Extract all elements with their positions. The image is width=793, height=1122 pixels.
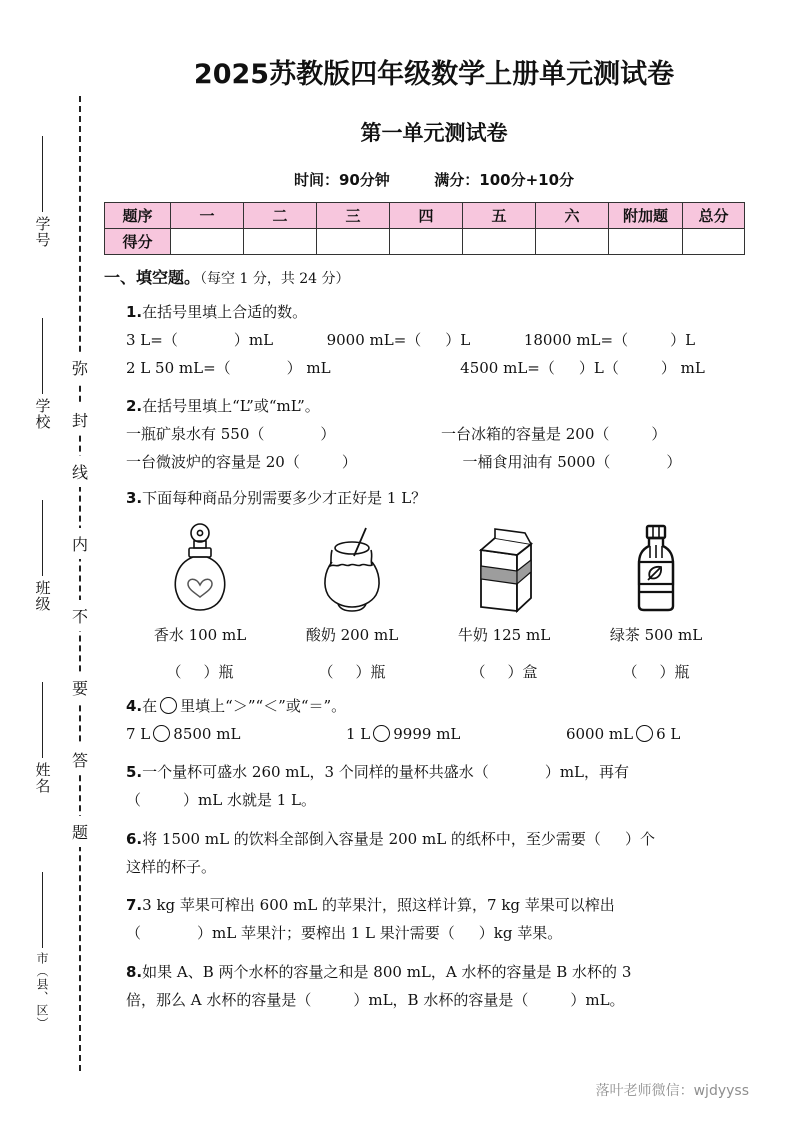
score-table-col-1: 一: [171, 203, 244, 229]
bracket-open: （: [470, 663, 486, 681]
page-title: 2025苏教版四年级数学上册单元测试卷: [193, 59, 675, 90]
watermark-note: 落叶老师微信：wjdyyss: [595, 1083, 749, 1099]
score-cell-6[interactable]: [536, 229, 609, 255]
field-rule: [42, 318, 43, 394]
exam-fullscore-label: 满分：100分+10分: [434, 171, 575, 189]
seal-char-2: 线: [66, 456, 94, 487]
q5-text-b: ）mL，再有: [544, 763, 629, 782]
q2-l2-d: ）: [666, 452, 682, 471]
product-answer-yogurt: [276, 659, 428, 687]
paper-content: [104, 0, 764, 1122]
q4-cmp-1-right: 8500 mL: [173, 724, 241, 743]
q6-text-a: 将 1500 mL 的饮料全部倒入容量是 200 mL 的纸杯中，至少需要（: [142, 829, 601, 848]
score-cell-5[interactable]: [463, 229, 536, 255]
question-3-number: 3.: [126, 488, 143, 507]
product-answer-perfume: [124, 659, 276, 687]
field-label-school: 学校: [33, 398, 52, 430]
q2-l1-d: ）: [651, 425, 667, 443]
bracket-open: （: [166, 663, 182, 681]
q8-text-c: ）mL，B 水杯的容量是（: [353, 990, 529, 1009]
comparison-circle-icon: [160, 697, 177, 714]
score-table-col-extra: 附加题: [609, 203, 683, 229]
exam-meta: [104, 169, 764, 190]
question-5-number: 5.: [126, 763, 143, 782]
seal-char-6: 答: [66, 744, 94, 775]
q1-l2-e: ） mL: [660, 358, 705, 377]
question-2-stem: [104, 393, 764, 421]
question-5: [104, 759, 764, 815]
question-8-line-1: [104, 959, 764, 987]
answer-circle-3[interactable]: [636, 725, 653, 742]
question-4-number: 4.: [126, 696, 143, 715]
q7-text-c: ）mL 苹果汁；要榨出 1 L 果汁需要（: [197, 924, 455, 942]
section-heading-text: 一、填空题。: [104, 268, 201, 287]
question-1-line-2: [104, 355, 764, 383]
seal-char-1: 封: [66, 404, 94, 435]
question-1-line-1: [104, 327, 764, 355]
bracket-open: （: [318, 663, 334, 681]
question-2-line-2: [104, 449, 764, 477]
question-6-number: 6.: [126, 829, 143, 848]
field-name: [22, 682, 62, 798]
question-6: [104, 826, 764, 882]
score-cell-3[interactable]: [317, 229, 390, 255]
q2-l1-b: ）: [320, 425, 336, 443]
section-points-text: （每空 1 分，共 24 分）: [200, 271, 350, 287]
field-rule: [42, 500, 43, 576]
score-cell-4[interactable]: [390, 229, 463, 255]
q1-l1-d: ）L: [445, 330, 471, 349]
q6-text-b: ）个: [624, 829, 655, 848]
question-1-number: 1.: [126, 303, 143, 321]
question-7-line-2: [104, 920, 764, 948]
exam-time-label: 时间：90分钟: [293, 171, 390, 189]
product-caption-green-tea: 绿茶 500 mL: [609, 626, 703, 645]
q1-l1-f: ）L: [670, 330, 696, 349]
q5-text-a: 一个量杯可盛水 260 mL，3 个同样的量杯共盛水（: [142, 763, 489, 782]
field-rule: [42, 872, 43, 948]
score-cell-1[interactable]: [171, 229, 244, 255]
product-item-green-tea: [580, 518, 732, 687]
score-table-col-total: 总分: [683, 203, 745, 229]
question-1: [104, 299, 764, 382]
question-5-line-1: [104, 759, 764, 787]
product-answer-green-tea: [580, 659, 732, 687]
question-7-number: 7.: [126, 896, 143, 915]
score-table-col-3: 三: [317, 203, 390, 229]
seal-char-4: 不: [66, 600, 94, 631]
q1-l2-c: 4500 mL=（: [460, 358, 555, 377]
question-2-line-1: [104, 421, 764, 449]
yogurt-jar-icon: [276, 518, 428, 614]
product-unit-milk: ）盒: [507, 663, 538, 681]
question-2: [104, 393, 764, 476]
product-item-yogurt: [276, 518, 428, 687]
field-label-class: 班级: [33, 580, 52, 612]
q1-l2-d: ）L（: [578, 358, 619, 377]
field-rule: [42, 682, 43, 758]
score-table-row-label-1: 得分: [105, 229, 171, 255]
question-6-line-2: [104, 854, 764, 882]
section-heading-fill-in-blank: [104, 265, 764, 288]
q1-l1-b: ）mL: [233, 330, 274, 349]
unit-title: 第一单元测试卷: [360, 121, 508, 145]
answer-circle-2[interactable]: [373, 725, 390, 742]
q2-l2-b: ）: [341, 452, 357, 471]
seal-char-0: 弥: [66, 352, 94, 383]
question-5-line-2: [104, 787, 764, 815]
question-7: [104, 892, 764, 948]
field-city-district: [22, 872, 62, 1034]
product-item-perfume: [124, 518, 276, 687]
question-4-comparisons: [104, 721, 764, 749]
q2-l1-a: 一瓶矿泉水有 550（: [126, 425, 265, 443]
answer-circle-1[interactable]: [153, 725, 170, 742]
question-8-number: 8.: [126, 962, 143, 981]
q1-l1-e: 18000 mL=（: [523, 330, 629, 349]
product-caption-yogurt: 酸奶 200 mL: [305, 626, 399, 645]
seal-dashed-line: [79, 96, 81, 1071]
field-label-city-district: 市（县、区）: [35, 952, 49, 1030]
milk-carton-icon: [428, 518, 580, 614]
question-4: [104, 693, 764, 749]
q6-text-c: 这样的杯子。: [126, 857, 217, 876]
q1-l2-a: 2 L 50 mL=（: [126, 358, 231, 377]
question-7-line-1: [104, 892, 764, 920]
score-table-col-2: 二: [244, 203, 317, 229]
score-table-row-label-0: 题序: [105, 203, 171, 229]
question-2-stem-text: 在括号里填上“L”或“mL”。: [142, 397, 320, 416]
product-caption-perfume: 香水 100 mL: [153, 626, 247, 645]
q2-l2-c: 一桶食用油有 5000（: [462, 452, 611, 471]
q7-text-b: （: [126, 924, 142, 942]
green-tea-bottle-icon: [580, 518, 732, 614]
q2-l1-c: 一台冰箱的容量是 200（: [440, 425, 610, 443]
q8-text-d: ）mL。: [570, 990, 625, 1009]
product-item-milk: [428, 518, 580, 687]
field-rule: [42, 136, 43, 212]
question-4-stem: [104, 693, 764, 721]
question-1-stem-text: 在括号里填上合适的数。: [142, 303, 308, 321]
product-caption-milk: 牛奶 125 mL: [457, 626, 551, 645]
q4-cmp-2-left: 1 L: [345, 724, 371, 743]
field-school: [22, 318, 62, 434]
question-3-stem: [104, 485, 764, 513]
question-3: [104, 485, 764, 687]
product-unit-green-tea: ）瓶: [659, 663, 690, 681]
table-row-score: [105, 229, 745, 255]
q4-stem-a: 在: [142, 696, 158, 715]
q7-text-a: 3 kg 苹果可榨出 600 mL 的苹果汁，照这样计算，7 kg 苹果可以榨出: [142, 896, 615, 915]
score-table-col-4: 四: [390, 203, 463, 229]
q5-text-c: （: [126, 791, 142, 809]
score-table: [104, 202, 745, 255]
q1-l1-a: 3 L=（: [126, 330, 178, 349]
q4-stem-b: 里填上“＞”“＜”或“＝”。: [180, 696, 347, 715]
question-3-product-row: [104, 518, 764, 687]
field-label-student-id: 学号: [33, 216, 52, 248]
left-margin-strip: [0, 0, 100, 1122]
q4-cmp-3-right: 6 L: [656, 724, 681, 743]
question-8-line-2: [104, 987, 764, 1015]
q4-cmp-3-left: 6000 mL: [565, 724, 634, 743]
score-table-col-6: 六: [536, 203, 609, 229]
question-8: [104, 959, 764, 1015]
table-row-question-index: [105, 203, 745, 229]
field-label-name: 姓名: [33, 762, 52, 794]
product-unit-yogurt: ）瓶: [355, 663, 386, 681]
question-1-stem: [104, 299, 764, 327]
q2-l2-a: 一台微波炉的容量是 20（: [126, 452, 300, 471]
question-6-line-1: [104, 826, 764, 854]
score-cell-extra[interactable]: [609, 229, 683, 255]
perfume-bottle-icon: [124, 518, 276, 614]
product-answer-milk: [428, 659, 580, 687]
q8-text-b: 倍，那么 A 水杯的容量是（: [126, 990, 312, 1009]
score-cell-2[interactable]: [244, 229, 317, 255]
score-cell-total[interactable]: [683, 229, 745, 255]
q8-text-a: 如果 A、B 两个水杯的容量之和是 800 mL，A 水杯的容量是 B 水杯的 3: [142, 962, 632, 981]
q1-l2-b: ） mL: [286, 358, 331, 377]
q4-cmp-1-left: 7 L: [126, 724, 151, 743]
field-class: [22, 500, 62, 616]
product-unit-perfume: ）瓶: [203, 663, 234, 681]
score-table-col-5: 五: [463, 203, 536, 229]
question-3-stem-text: 下面每种商品分别需要多少才正好是 1 L？: [142, 488, 427, 507]
q5-text-d: ）mL 水就是 1 L。: [183, 791, 317, 809]
bracket-open: （: [622, 663, 638, 681]
q4-cmp-2-right: 9999 mL: [393, 724, 461, 743]
seal-char-5: 要: [66, 672, 94, 703]
q1-l1-c: 9000 mL=（: [326, 330, 422, 349]
question-2-number: 2.: [126, 397, 143, 416]
q7-text-d: ）kg 苹果。: [478, 924, 563, 942]
seal-char-7: 题: [66, 816, 94, 847]
seal-char-3: 内: [66, 528, 94, 559]
field-student-id: [22, 136, 62, 252]
